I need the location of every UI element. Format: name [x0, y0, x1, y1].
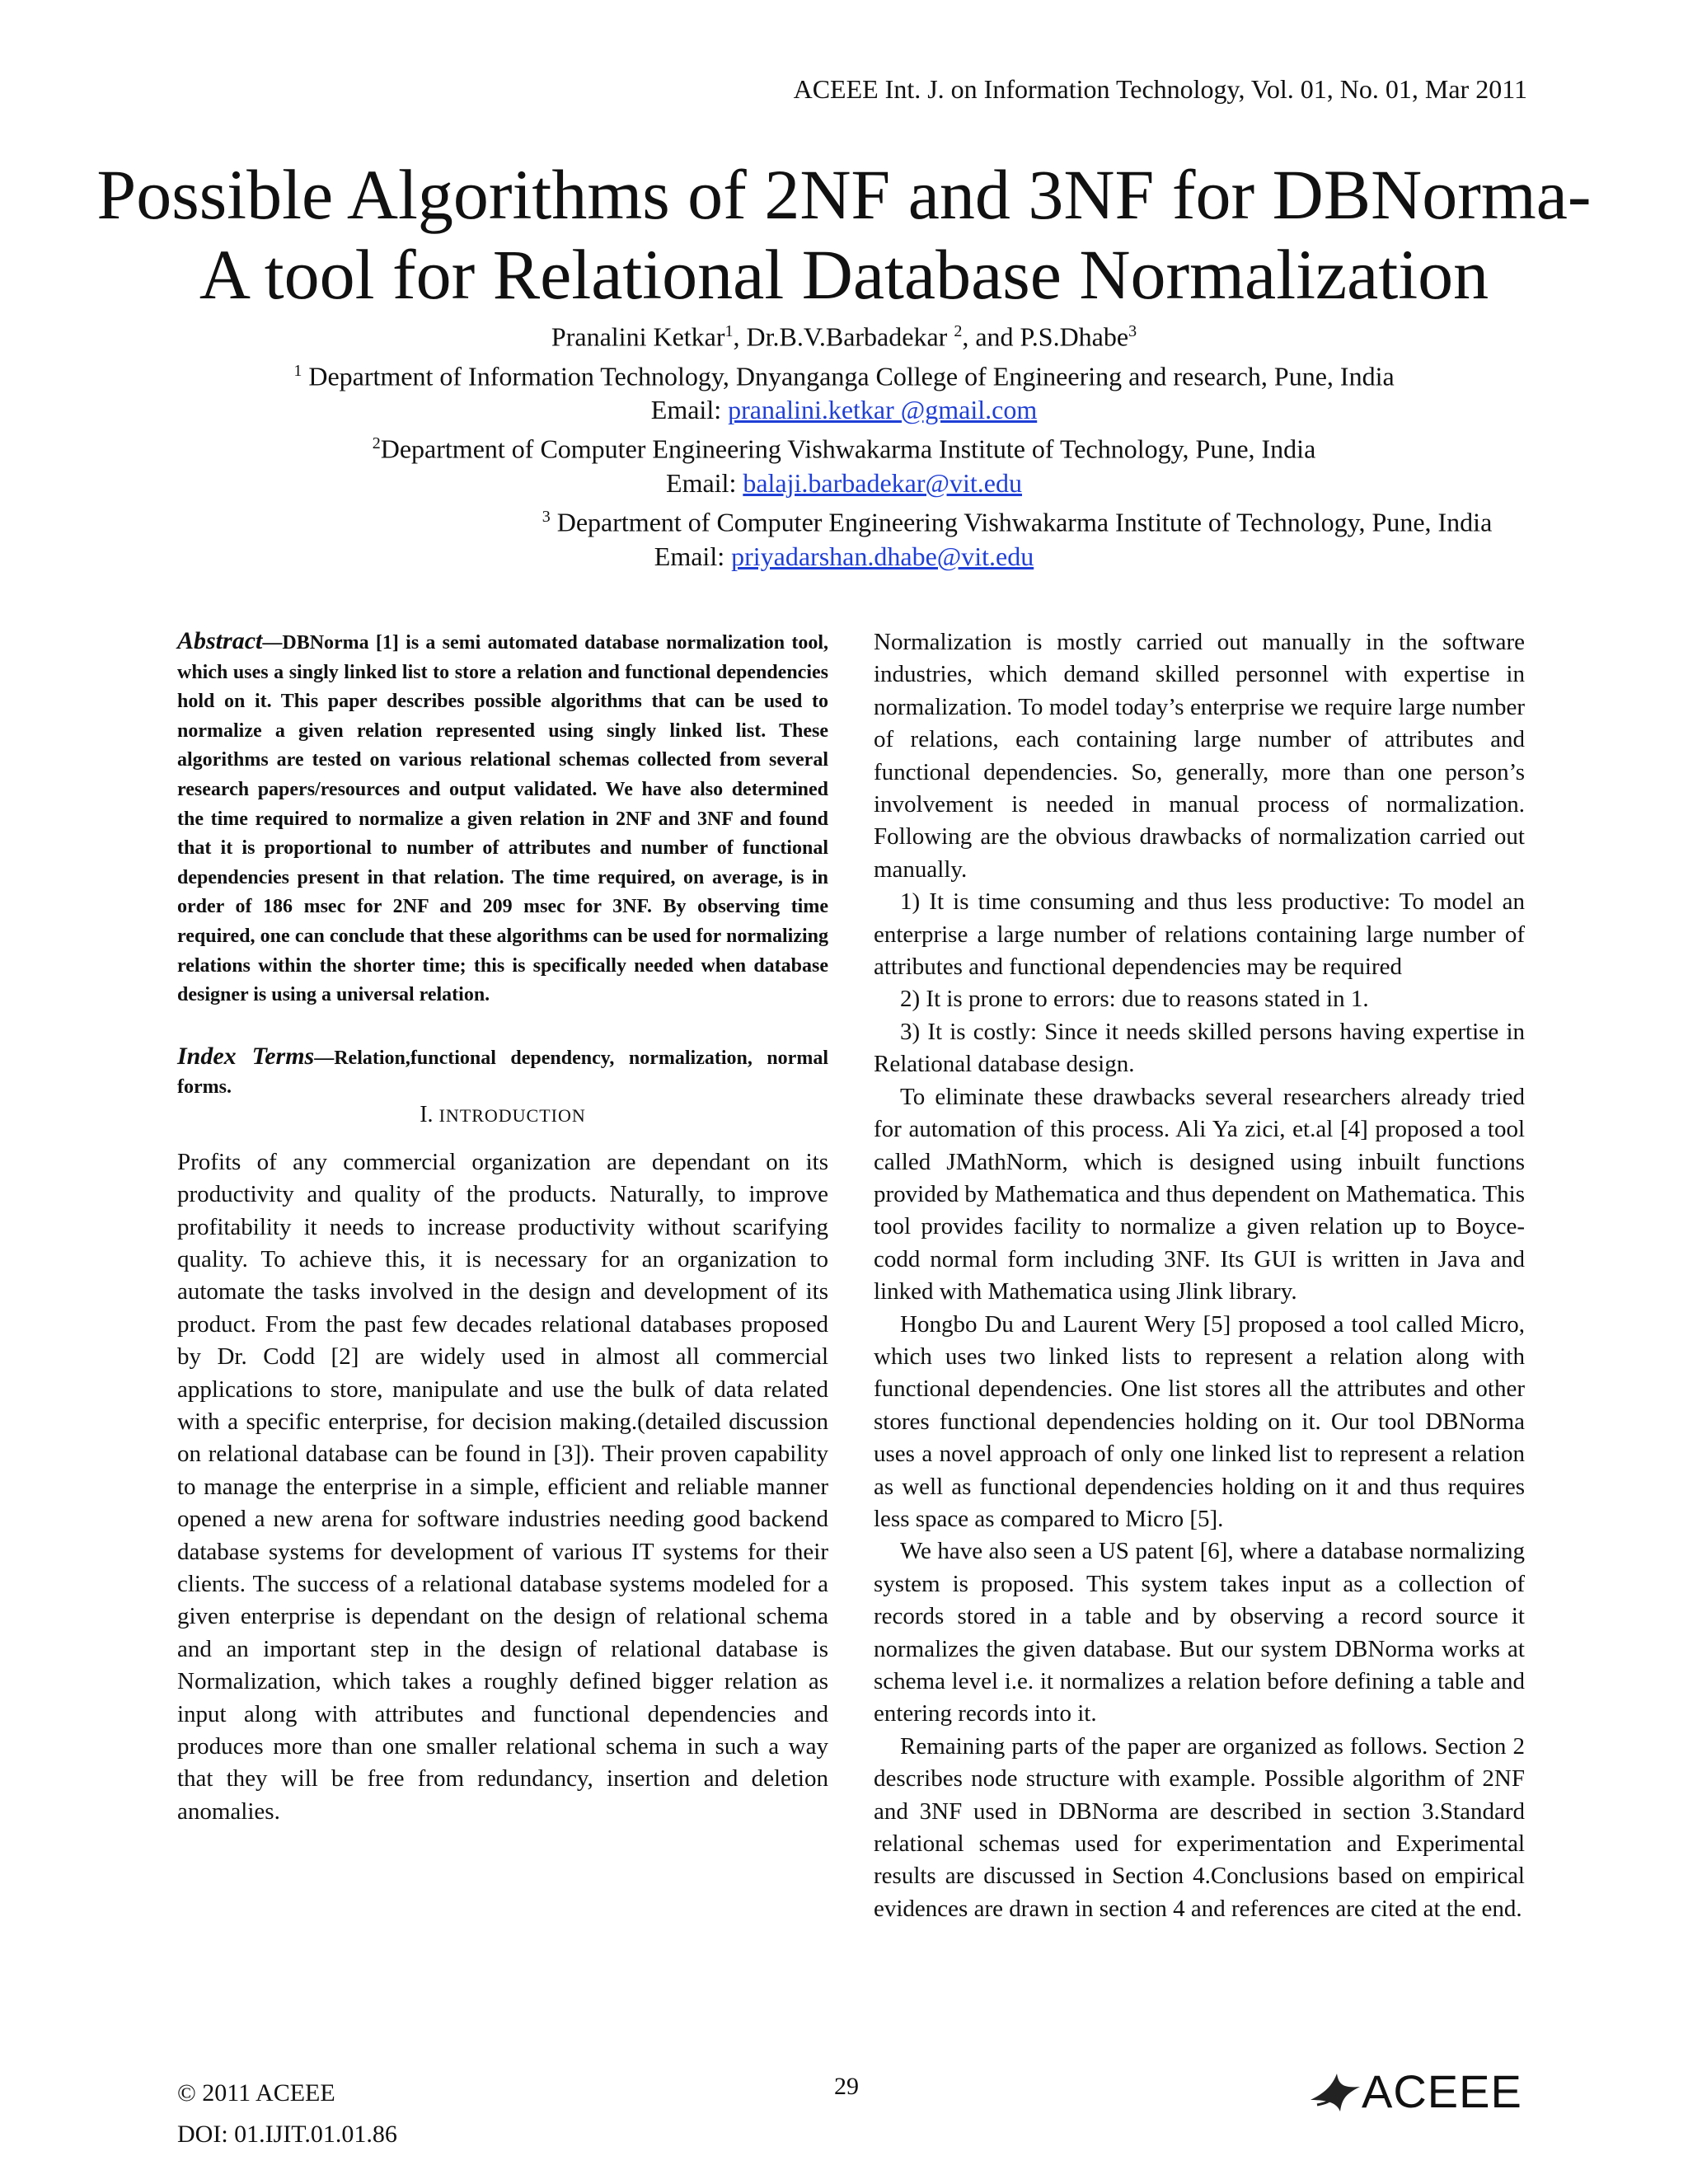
index-terms	[177, 1042, 828, 1102]
drawback-item: 3) It is costly: Since it needs skilled persons having expertise in Relational database design.	[874, 1018, 1525, 1078]
journal-header: ACEEE Int. J. on Information Technology, Vol. 01, No. 01, Mar 2011	[793, 74, 1527, 104]
paragraph: We have also seen a US patent [6], where a database normalizing system is proposed. This system takes input as a collection of records stored in a table and by observing a record source it normalizes the given database. But our system DBNorma works at schema level i.e. it normalizes a relation before defining a table and entering records into it.	[874, 1538, 1525, 1727]
index-terms-text: —Relation,functional dependency, normalization, normal forms.	[177, 1047, 828, 1098]
swallow-bird-icon	[1309, 2069, 1362, 2115]
affiliation-3: $^3$ Department of Computer Engineering Vishwakarma Institute of Technology, Pune, India	[542, 507, 1493, 537]
affiliation-2: $^2$Department of Computer Engineering Vishwakarma Institute of Technology, Pune, India	[372, 434, 1316, 464]
author-block	[82, 315, 1606, 574]
author-sup: 1	[724, 322, 734, 340]
title-line-2: A tool for Relational Database Normalization	[199, 235, 1489, 314]
aceee-logo	[1309, 2064, 1522, 2118]
paragraph: Remaining parts of the paper are organized as follows. Section 2 describes node structure with example. Possible algorithm of 2NF and 3NF used in DBNorma are described in section 3.Standard relational schemas used for experimentation and Experimental results are discussed in Section 4.Conclusions based on empirical evidences are drawn in section 4 and references are cited at the end.	[874, 1732, 1525, 1922]
footer-left	[177, 2073, 397, 2155]
email-link[interactable]: priyadarshan.dhabe@vit.edu	[731, 541, 1034, 571]
intro-paragraph: Profits of any commercial organization are dependant on its productivity and quality of the products. Naturally, to improve profitability it needs to increase productivity without scarifying quality. To achieve this, it is necessary for an organization to automate the tasks involved in the design and development of its product. From the past few decades relational databases proposed by Dr. Codd [2] are widely used in almost all commercial applications to store, manipulate and use the bulk of data related with a specific enterprise, for decision making.(detailed discussion on relational database can be found in [3]). Their proven capability to manage the enterprise in a simple, efficient and reliable manner opened a new arena for software industries needing good backend database systems for development of various IT systems for their clients. The success of a relational database systems modeled for a given enterprise is dependant on the design of relational schema and an important step in the design of relational database is Normalization, which takes a roughly defined bigger relation as input along with attributes and functional dependencies and produces more than one smaller relational schema in such a way that they will be free from redundancy, insertion and deletion anomalies.	[177, 1148, 828, 1825]
paper-title	[82, 155, 1606, 315]
email-line-3: Email: priyadarshan.dhabe@vit.edu	[654, 541, 1034, 571]
index-terms-label: Index Terms	[177, 1042, 315, 1070]
page-number: 29	[834, 2073, 859, 2100]
author-sup: 3	[1128, 322, 1137, 340]
logo-text: ACEEE	[1362, 2065, 1522, 2117]
email-link[interactable]: balaji.barbadekar@vit.edu	[743, 467, 1022, 498]
author-name: and P.S.Dhabe	[975, 321, 1129, 352]
email-line-1: Email: pranalini.ketkar @gmail.com	[650, 395, 1038, 425]
left-column	[177, 626, 828, 1828]
paragraph: Hongbo Du and Laurent Wery [5] proposed a tool called Micro, which uses two linked lists to represent a relation along with functional dependencies. One list stores all the attributes and other stores functional dependencies holding on it. Our tool DBNorma uses a novel approach of only one linked list to represent a relation as well as functional dependencies holding on it and thus requires less space as compared to Micro [5].	[874, 1310, 1525, 1532]
doi: DOI: 01.IJIT.01.01.86	[177, 2121, 397, 2148]
author-name: Dr.B.V.Barbadekar	[746, 321, 948, 352]
affiliation-1: $^1$ Department of Information Technology, Dnyanganga College of Engineering and research, Pune, India	[293, 361, 1395, 391]
section-heading: I. INTRODUCTION	[420, 1101, 586, 1127]
abstract-text: —DBNorma [1] is a semi automated database normalization tool, which uses a singly linked list to store a relation and functional dependencies hold on it. This paper describes possible algorithms that can be used to normalize a given relation represented using singly linked list. These algorithms are tested on various relational schemas collected from several research papers/resources and output validated. We have also determined the time required to normalize a given relation in 2NF and 3NF and found that it is proportional to number of attributes and number of functional dependencies present in that relation. The time required, on average, is in order of 186 msec for 2NF and 209 msec for 3NF. By observing time required, one can conclude that these algorithms can be used for normalizing relations within the shorter time; this is specifically needed when database designer is using a universal relation.	[177, 632, 828, 1006]
author-names: Pranalini Ketkar$^1$, Dr.B.V.Barbadekar $^2$, and P.S.Dhabe$^3$	[551, 321, 1137, 352]
abstract	[177, 626, 828, 1010]
title-line-1: Possible Algorithms of 2NF and 3NF for DBNorma-	[96, 155, 1592, 234]
drawback-item: 1) It is time consuming and thus less productive: To model an enterprise a large number of relations containing large number of attributes and functional dependencies may be required	[874, 888, 1525, 981]
abstract-label: Abstract	[177, 627, 263, 654]
copyright: © 2011 ACEEE	[177, 2079, 335, 2107]
email-line-2: Email: balaji.barbadekar@vit.edu	[666, 467, 1022, 498]
email-link[interactable]: pranalini.ketkar @gmail.com	[728, 395, 1038, 425]
drawback-item: 2) It is prone to errors: due to reasons stated in 1.	[900, 986, 1369, 1013]
author-name: Pranalini Ketkar	[551, 321, 725, 352]
paragraph: Normalization is mostly carried out manually in the software industries, which demand skilled personnel with expertise in normalization. To model today’s enterprise we require large number of relations, each containing large number of attributes and functional dependencies. So, generally, more than one person’s involvement is needed in manual process of normalization. Following are the obvious drawbacks of normalization carried out manually.	[874, 629, 1525, 883]
right-column	[874, 626, 1525, 1925]
paragraph: To eliminate these drawbacks several researchers already tried for automation of this process. Ali Ya zici, et.al [4] proposed a tool called JMathNorm, which is designed using inbuilt functions provided by Mathematica and thus dependent on Mathematica. This tool provides facility to normalize a given relation up to Boyce-codd normal form including 3NF. Its GUI is written in Java and linked with Mathematica using Jlink library.	[874, 1083, 1525, 1305]
author-sup: 2	[954, 322, 963, 340]
